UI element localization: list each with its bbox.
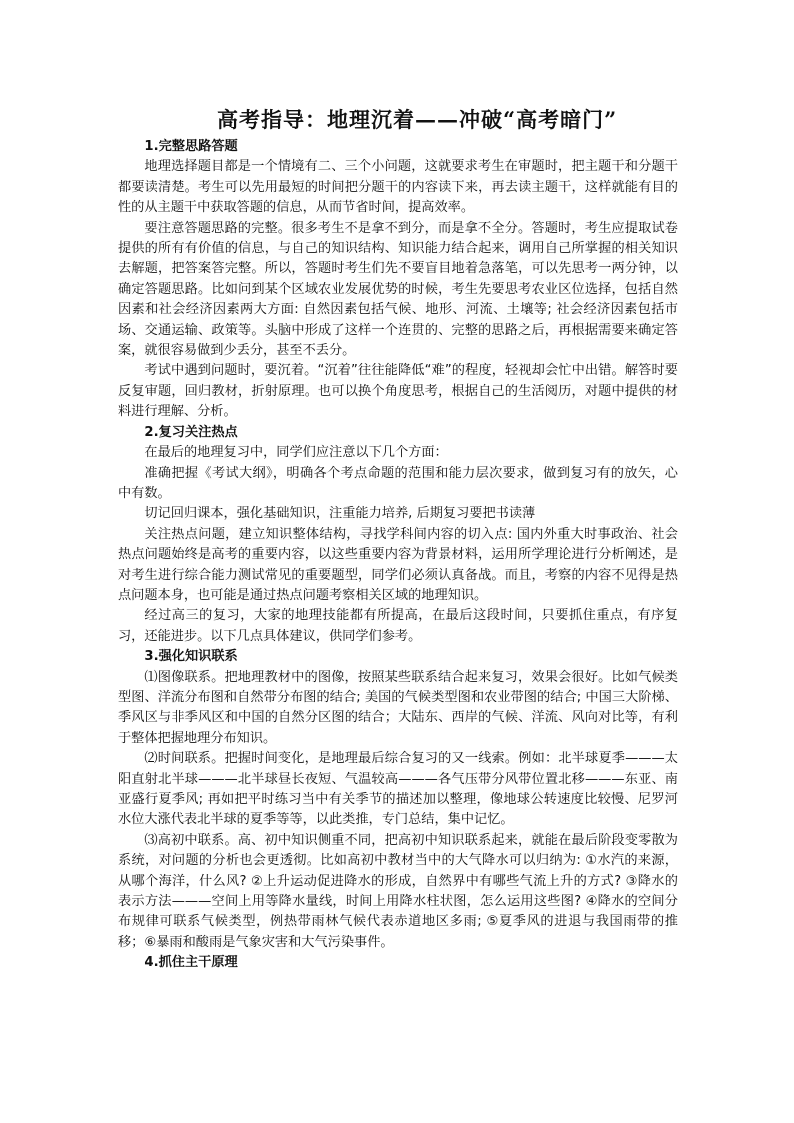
paragraph: 在最后的地理复习中，同学们应注意以下几个方面： bbox=[144, 445, 448, 461]
section-heading: 1.完整思路答题 bbox=[144, 139, 238, 154]
paragraph: 地理选择题目都是一个情境有二、三个小问题，这就要求考生在审题时，把主题干和分题干都要读清楚。考生可以先用最短的时间把分题干的内容读下来，再去读主题干，这样就能有目的性的从主题干中获取答题的信息，从而节省时间，提高效率。 bbox=[118, 159, 678, 216]
document-title: 高考指导：地理沉着——冲破“高考暗门” bbox=[217, 107, 618, 132]
paragraph: 要注意答题思路的完整。很多考生不是拿不到分，而是拿不全分。答题时，考生应提取试卷提供的所有有价值的信息，与自己的知识结构、知识能力结合起来，调用自己所掌握的相关知识去解题，把答案答完整。所以，答题时考生们先不要盲目地着急落笔，可以先思考一两分钟，以确定答题思路。比如问到某个区域农业发展优势的时候，考生先要思考农业区位选择，包括自然因素和社会经济因素两大方面: 自然因素包括气候、地形、河流、土壤等; 社会经济因素包括市场、交通运输、政策等。头脑中形成了这样一个连贯的、完整的思路之后，再根据需要来确定答案，就很容易做到少丢分，甚至不丢分。 bbox=[118, 220, 678, 359]
paragraph: 考试中遇到问题时，要沉着。“沉着”往往能降低“难”的程度，轻视却会忙中出错。解答时要反复审题，回归教材，折射原理。也可以换个角度思考，根据自己的生活阅历，对题中提供的材料进行理解、分析。 bbox=[118, 363, 678, 420]
section-heading: 3.强化知识联系 bbox=[144, 649, 238, 665]
paragraph: 关注热点问题，建立知识整体结构，寻找学科间内容的切入点: 国内外重大时事政治、社会热点问题始终是高考的重要内容，以这些重要内容为背景材料，运用所学理论进行分析阐述，是对考生进行综合能力测试常见的重要题型，同学们必须认真备战。而且，考察的内容不见得是热点问题本身，也可能是通过热点问题考察相关区域的地理知识。 bbox=[118, 526, 678, 603]
paragraph: ⑵时间联系。把握时间变化，是地理最后综合复习的又一线索。例如：北半球夏季———太阳直射北半球———北半球昼长夜短、气温较高———各气压带分风带位置北移———东亚、南亚盛行夏季风; 再如把平时练习当中有关季节的描述加以整理，像地球公转速度比较慢、尼罗河水位大涨代表北半球的夏季等等，以此类推，专门总结，集中记忆。 bbox=[118, 751, 678, 828]
section-heading: 2.复习关注热点 bbox=[144, 424, 238, 440]
section-heading: 4.抓住主干原理 bbox=[144, 955, 238, 971]
paragraph: 切记回归课本，强化基础知识，注重能力培养, 后期复习要把书读薄 bbox=[144, 506, 536, 522]
paragraph: ⑶高初中联系。高、初中知识侧重不同，把高初中知识联系起来，就能在最后阶段变零散为系统，对问题的分析也会更透彻。比如高初中教材当中的大气降水可以归纳为: ①水汽的来源，从哪个海洋，什么风? ②上升运动促进降水的形成，自然界中有哪些气流上升的方式? ③降水的表示方法———空间上用等降水量线，时间上用降水柱状图，怎么运用这些图? ④降水的空间分布规律可联系气候类型，例热带雨林气候代表赤道地区多雨; ⑤夏季风的进退与我国雨带的推移；⑥暴雨和酸雨是气象灾害和大气污染事件。 bbox=[118, 832, 678, 950]
paragraph: 经过高三的复习，大家的地理技能都有所提高，在最后这段时间，只要抓住重点，有序复习，还能进步。以下几点具体建议，供同学们参考。 bbox=[118, 608, 678, 644]
document-body bbox=[118, 137, 678, 974]
paragraph: ⑴图像联系。把地理教材中的图像，按照某些联系结合起来复习，效果会很好。比如气候类型图、洋流分布图和自然带分布图的结合; 美国的气候类型图和农业带图的结合; 中国三大阶梯、季风区与非季风区和中国的自然分区图的结合；大陆东、西岸的气候、洋流、风向对比等，有利于整体把握地理分布知识。 bbox=[118, 669, 678, 746]
paragraph: 准确把握《考试大纲》，明确各个考点命题的范围和能力层次要求，做到复习有的放矢，心中有数。 bbox=[118, 465, 678, 501]
